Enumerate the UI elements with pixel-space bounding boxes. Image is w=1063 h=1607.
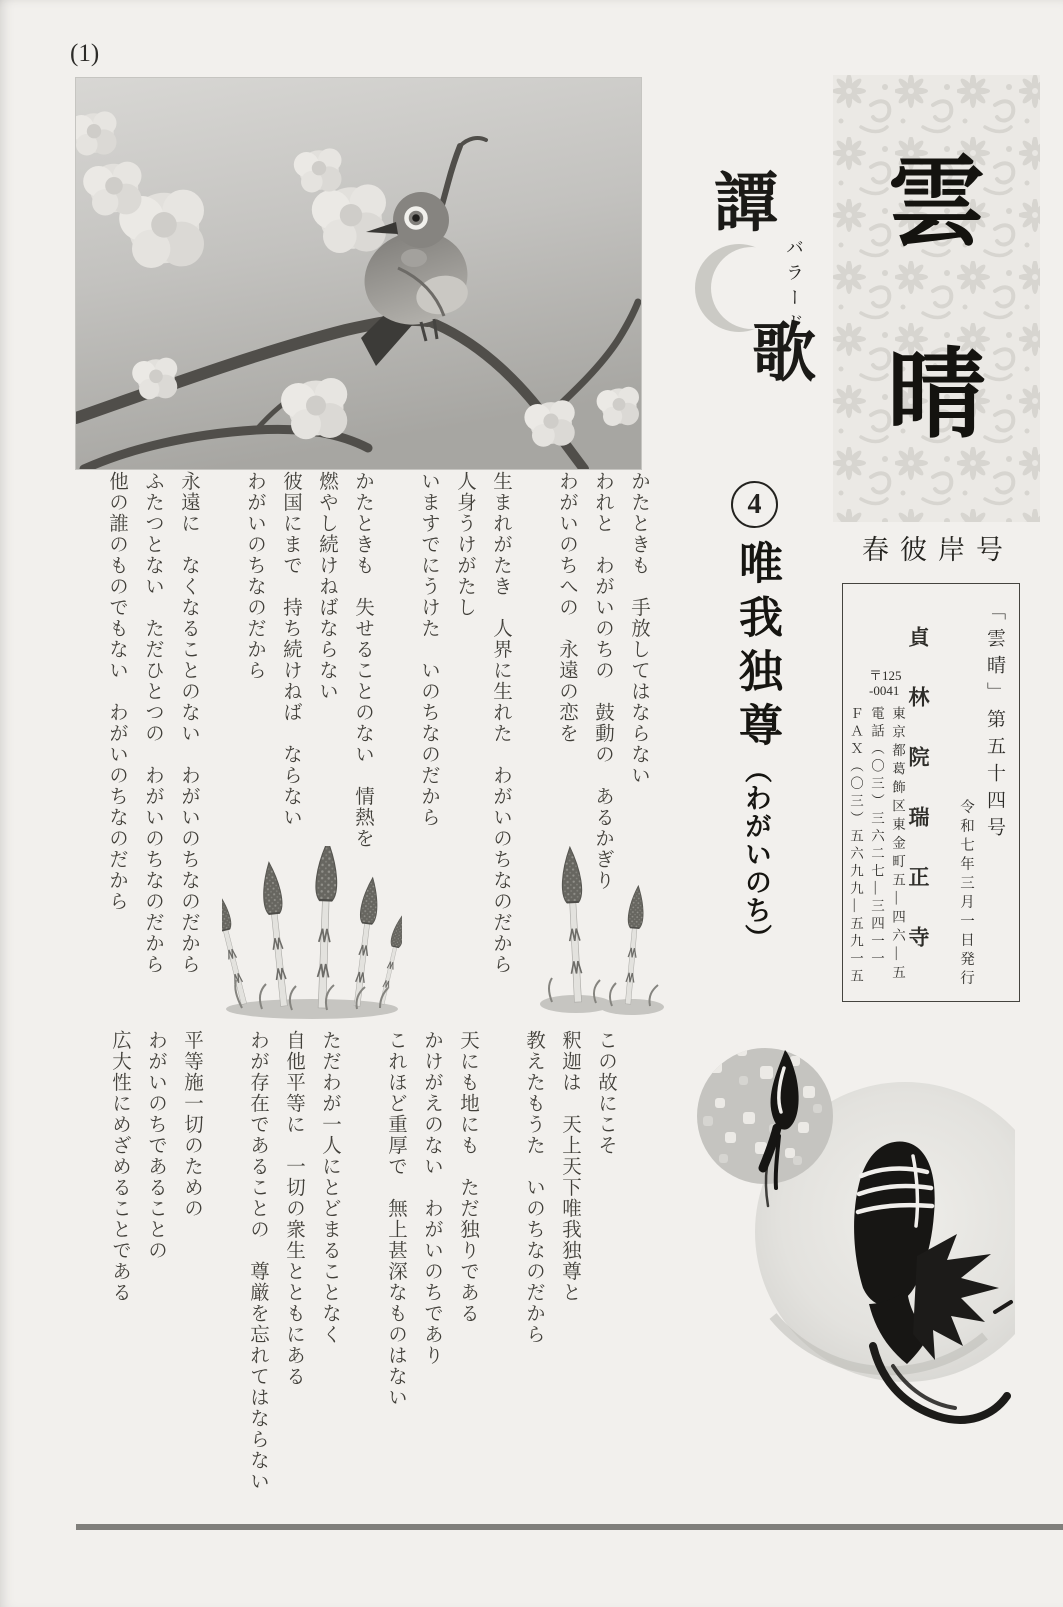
colophon-box [842,583,1020,1002]
series-title-char-1: 譚 [714,168,778,239]
poem-line: 自他平等に 一切の衆生とともにある [283,1030,304,1387]
poem-line: わがいのちであることの [145,1030,166,1261]
masthead-title-char-2: 晴 [887,342,986,450]
horsetail-illustration-left [222,846,402,1020]
colophon-temple-name: 貞林院瑞正寺 [906,626,930,986]
poem-line: いますでにうけた いのちなのだから [418,471,439,828]
poem-line: 平等施一切のための [181,1030,202,1219]
article-number-badge: 4 [731,481,778,528]
poem-stanza [410,471,518,976]
poem-lower-section [101,1030,623,1510]
poem-line: ふたつとない ただひとつの わがいのちなのだから [142,471,163,975]
colophon-journal-issue: 「雲晴」第五十四号 [984,601,1005,844]
poem-line: 他の誰のものでもない わがいのちなのだから [106,471,127,912]
poem-line: かたときも 失せることのない 情熱を [352,471,373,849]
candle-prayer-illustration [655,1016,1015,1436]
poem-line: 釈迦は 天上天下唯我独尊と [559,1030,580,1303]
colophon-telephone: 電話（〇三）三六二七―三四一一 [869,706,884,969]
poem-stanza [377,1030,485,1510]
colophon-address: 東京都葛飾区東金町五―四六―五 [890,706,905,984]
bird-photo-illustration [76,78,641,469]
article-title-column [724,540,788,952]
poem-line: かたときも 手放してはならない [628,471,649,786]
bottom-rule [76,1524,1063,1530]
series-furigana: バラード [784,238,804,338]
poem-line: わがいのちなのだから [244,471,265,681]
poem-line: 生まれがたき 人界に生れた わがいのちなのだから [490,471,511,975]
masthead-title-char-1: 雲 [887,150,986,258]
poem-line: 人身うけがたし [454,471,475,618]
poem-line: 彼国にまで 持ち続けねば ならない [280,471,301,828]
poem-line: 永遠に なくなることのない わがいのちなのだから [178,471,199,975]
poem-line: 天にも地にも ただ独りである [457,1030,478,1324]
poem-line: わが存在であることの 尊厳を忘れてはならない [247,1030,268,1492]
colophon-fax: ＦＡＸ（〇三）五六九九―五九一五 [848,706,863,986]
poem-stanza [101,1030,209,1510]
poem-line: わがいのちへの 永遠の恋を [556,471,577,744]
poem-line: かけがえのない わがいのちであり [421,1030,442,1366]
postal-line-2: -0041 [869,683,900,698]
poem-line: 教えたもうた いのちなのだから [523,1030,544,1345]
poem-stanza [515,1030,623,1510]
series-title-char-2: 歌 [752,318,816,389]
bird-photo [75,77,642,470]
colophon-publish-date: 令和七年三月一日発行 [958,799,974,989]
poem-line: われと わがいのちの 鼓動の あるかぎり [592,471,613,891]
poem-stanza [239,1030,347,1510]
poem-line: 広大性にめざめることである [109,1030,130,1303]
poem-line: これほど重厚で 無上甚深なものはない [385,1030,406,1408]
postal-line-1: 〒125 [869,668,902,683]
horsetail-illustration-right [538,846,666,1018]
article-title-reading: （わがいのち） [741,756,771,952]
issue-label: 春彼岸号 [862,535,1014,565]
page-number: (1) [70,40,100,67]
colophon-postal-code [869,668,902,698]
masthead-band [833,75,1040,522]
poem-stanza [98,471,206,976]
article-title: 唯我独尊 [732,540,781,756]
poem-line: この故にこそ [595,1030,616,1156]
damask-pattern [833,75,1040,522]
poem-line: ただわが一人にとどまることなく [319,1030,340,1345]
poem-line: 燃やし続けねばならない [316,471,337,702]
